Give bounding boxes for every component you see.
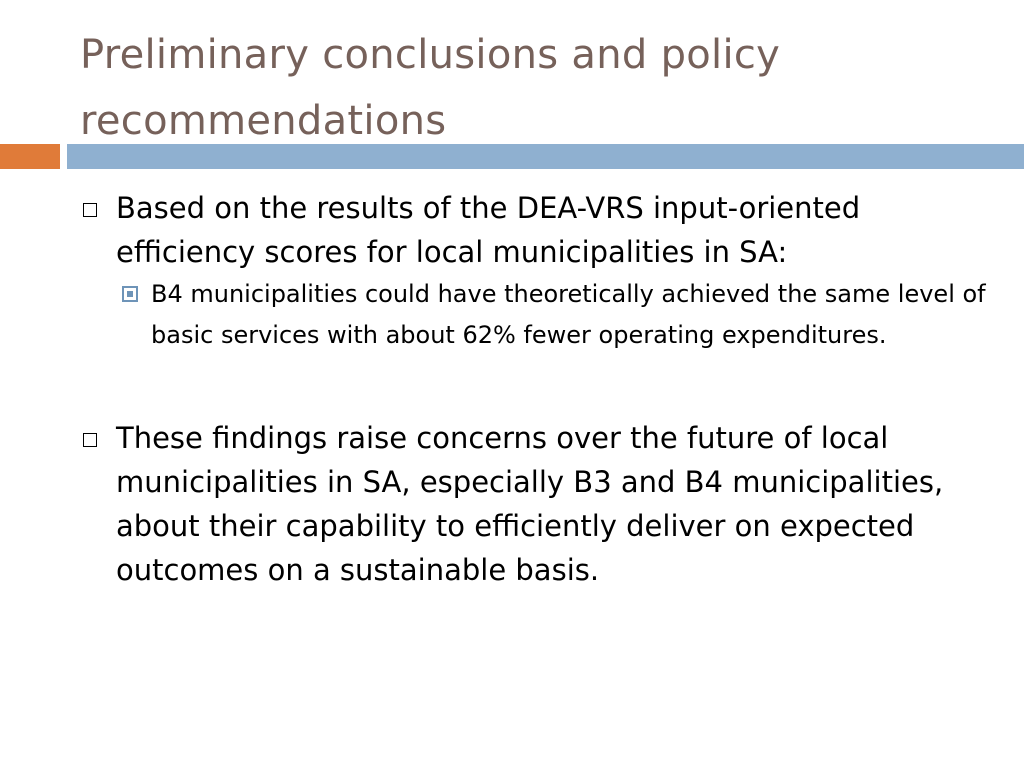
- bullet-item: [80, 186, 980, 274]
- bullet-item: [80, 416, 980, 592]
- square-bullet-icon: [83, 433, 97, 447]
- bullet-text: These findings raise concerns over the future of local municipalities in SA, especially B3 and B4 municipalities, about their capability to efficiently deliver on expected outcomes on a sustainable basis.: [116, 421, 944, 587]
- sub-bullet-item: [116, 274, 991, 356]
- accent-bar-orange: [0, 144, 60, 169]
- slide-content: [80, 186, 986, 592]
- accent-bar-blue: [67, 144, 1024, 169]
- bullet-text: Based on the results of the DEA-VRS input-oriented efficiency scores for local municipalities in SA:: [116, 191, 861, 269]
- square-bullet-icon: [83, 203, 97, 217]
- sub-bullet-text: B4 municipalities could have theoretically achieved the same level of basic services with about 62% fewer operating expenditures.: [151, 280, 986, 349]
- slide-title: Preliminary conclusions and policy recommendations: [80, 32, 781, 144]
- filled-square-bullet-icon: [122, 286, 138, 302]
